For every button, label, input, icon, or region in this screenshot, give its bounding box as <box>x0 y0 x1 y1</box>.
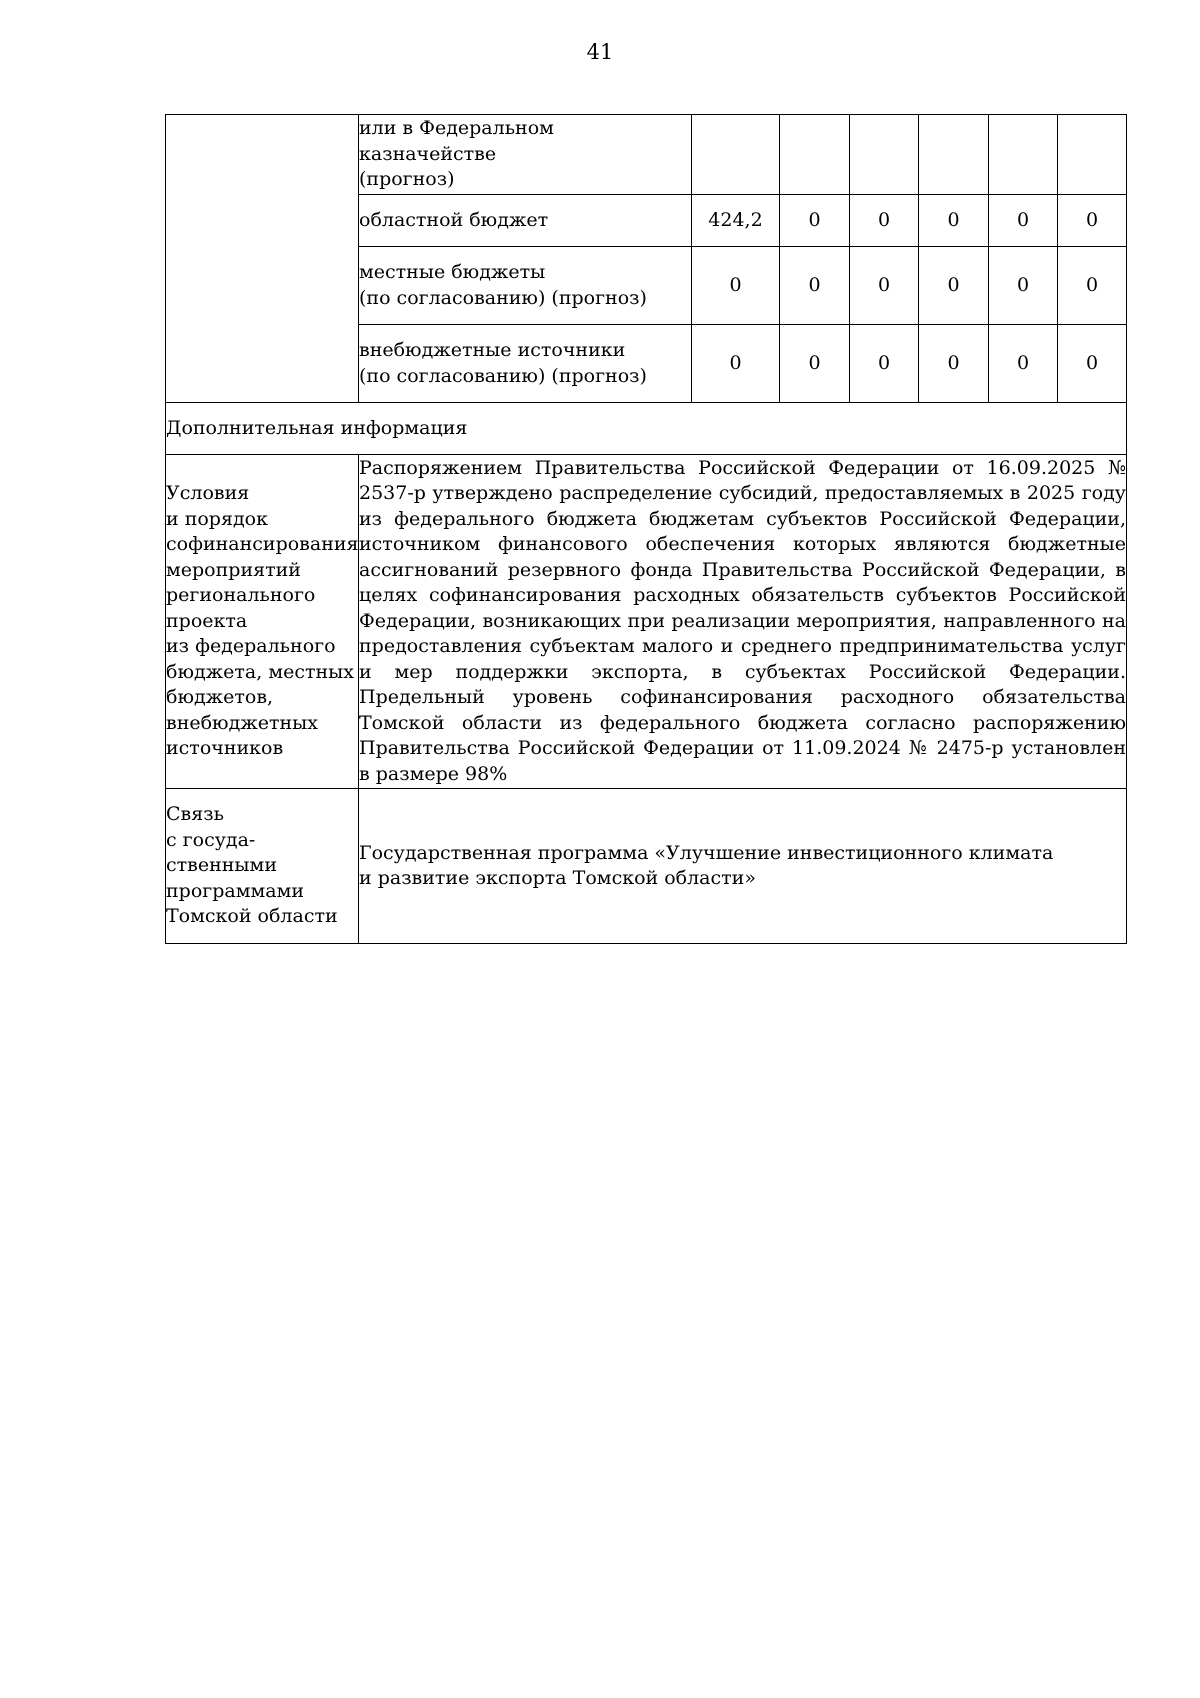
value-cell: 0 <box>919 247 989 325</box>
merged-left-cell <box>166 115 359 403</box>
value-cell: 0 <box>780 195 850 247</box>
programs-label <box>166 789 359 944</box>
additional-info-row <box>166 403 1127 455</box>
label-line: регионального <box>166 584 316 607</box>
value-cell <box>692 115 780 195</box>
page-number: 41 <box>586 40 614 64</box>
label-line: Томской области <box>166 905 338 928</box>
budget-row-label <box>359 195 692 247</box>
value-cell: 0 <box>850 195 919 247</box>
label-line: (по согласованию) (прогноз) <box>359 286 647 309</box>
label-line: областной бюджет <box>359 208 549 231</box>
value-cell <box>1058 115 1127 195</box>
value-cell: 0 <box>1058 195 1127 247</box>
value-cell: 0 <box>989 247 1058 325</box>
funding-table <box>165 114 1127 944</box>
value-cell <box>780 115 850 195</box>
value-cell <box>919 115 989 195</box>
budget-row <box>166 115 1127 195</box>
value-cell <box>850 115 919 195</box>
label-line: (прогноз) <box>359 168 455 191</box>
value-cell: 0 <box>1058 247 1127 325</box>
label-line: с госуда- <box>166 828 256 851</box>
label-line: или в Федеральном казначействе <box>359 117 554 165</box>
value-cell: 0 <box>919 325 989 403</box>
budget-row-label <box>359 247 692 325</box>
label-line: бюджета, местных <box>166 660 354 683</box>
label-line: бюджетов, <box>166 686 274 709</box>
value-cell: 0 <box>919 195 989 247</box>
programs-row <box>166 789 1127 944</box>
label-line: из федерального <box>166 635 336 658</box>
label-line: Связь <box>166 803 224 826</box>
value-cell: 424,2 <box>692 195 780 247</box>
value-cell: 0 <box>1058 325 1127 403</box>
label-line: проекта <box>166 609 248 632</box>
value-cell: 0 <box>692 247 780 325</box>
program-line: Государственная программа «Улучшение инвестиционного климата <box>359 841 1054 864</box>
label-line: (по согласованию) (прогноз) <box>359 364 647 387</box>
budget-row-label <box>359 325 692 403</box>
label-line: программами <box>166 879 305 902</box>
value-cell: 0 <box>850 247 919 325</box>
conditions-label <box>166 455 359 789</box>
label-line: софинансирования <box>166 533 359 556</box>
label-line: и порядок <box>166 507 268 530</box>
programs-text <box>359 789 1127 944</box>
program-line: и развитие экспорта Томской области» <box>359 867 756 889</box>
value-cell: 0 <box>850 325 919 403</box>
label-line: местные бюджеты <box>359 261 546 283</box>
value-cell: 0 <box>989 325 1058 403</box>
value-cell: 0 <box>780 247 850 325</box>
label-line: Условия <box>166 482 250 505</box>
value-cell: 0 <box>692 325 780 403</box>
label-line: источников <box>166 737 284 760</box>
label-line: ственными <box>166 854 277 877</box>
budget-row-label <box>359 115 692 195</box>
label-line: внебюджетных <box>166 711 319 734</box>
label-line: мероприятий <box>166 558 301 581</box>
value-cell <box>989 115 1058 195</box>
additional-info-heading: Дополнительная информация <box>166 403 1127 455</box>
value-cell: 0 <box>989 195 1058 247</box>
conditions-row <box>166 455 1127 789</box>
value-cell: 0 <box>780 325 850 403</box>
label-line: внебюджетные источники <box>359 339 626 361</box>
conditions-text: Распоряжением Правительства Российской Федерации от 16.09.2025 № 2537-р утверждено распределение субсидий, предоставляемых в 2025 году из федерального бюджета бюджетам субъектов Российской Федерации, источником финансового обеспечения которых являются бюджетные ассигнований резервного фонда Правительства Российской Федерации, в целях софинансирования расходных обязательств субъектов Российской Федерации, возникающих при реализации мероприятия, направленного на предоставления субъектам малого и среднего предпринимательства услуг и мер поддержки экспорта, в субъектах Российской Федерации. Предельный уровень софинансирования расходного обязательства Томской области из федерального бюджета согласно распоряжению Правительства Российской Федерации от 11.09.2024 № 2475-р установлен в размере 98% <box>359 455 1127 789</box>
